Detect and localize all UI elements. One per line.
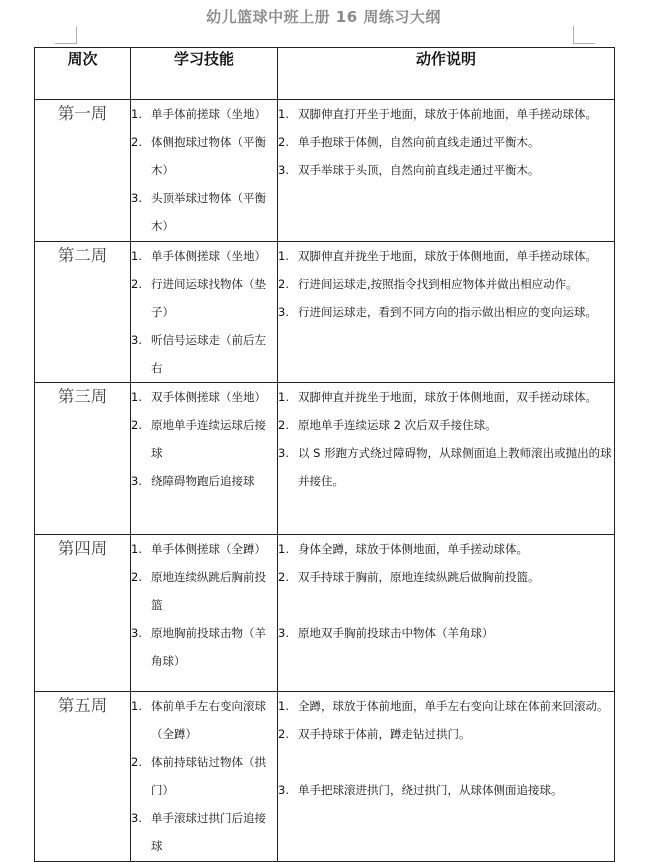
spacer (278, 591, 614, 619)
description-cell (278, 383, 615, 535)
list-item (278, 776, 614, 804)
item-number: 3. (131, 191, 142, 205)
item-text: 单手滚球过拱门后追接球 (151, 811, 266, 853)
item-text: 单手抱球于体侧，自然向前直线走通过平衡木。 (298, 135, 540, 149)
week-label: 第二周 (35, 242, 131, 383)
crop-mark-right (573, 26, 595, 44)
list-item (278, 619, 614, 647)
item-number: 1. (131, 699, 142, 713)
week-label: 第三周 (35, 383, 131, 535)
item-text: 单手体侧搓球（全蹲） (151, 542, 266, 556)
table-row (35, 535, 615, 692)
table-row (35, 692, 615, 862)
week-label: 第五周 (35, 692, 131, 862)
list-item (131, 535, 277, 563)
document-title: 幼儿篮球中班上册 16 周练习大纲 (206, 8, 441, 26)
item-text: 听信号运球走（前后左右 (151, 333, 266, 375)
description-cell (278, 242, 615, 383)
header-description: 动作说明 (278, 48, 615, 100)
item-number: 2. (278, 277, 289, 291)
item-number: 1. (131, 107, 142, 121)
list-item (131, 326, 277, 382)
item-number: 2. (278, 418, 289, 432)
list-item (278, 242, 614, 270)
item-number: 1. (278, 699, 289, 713)
item-number: 1. (278, 542, 289, 556)
list-item (131, 242, 277, 270)
list-item (131, 270, 277, 326)
item-text: 身体全蹲，球放于体侧地面，单手搓动球体。 (298, 542, 528, 556)
list-item (131, 563, 277, 619)
list-item (278, 128, 614, 156)
list-item (131, 804, 277, 860)
item-number: 3. (278, 163, 289, 177)
list-item (131, 467, 277, 495)
item-number: 1. (131, 542, 142, 556)
training-plan-table (34, 47, 615, 862)
list-item (278, 720, 614, 748)
item-number: 2. (131, 135, 142, 149)
list-item (278, 100, 614, 128)
item-text: 原地单手连续运球后接球 (151, 418, 266, 460)
spacer (278, 748, 614, 776)
item-number: 2. (131, 418, 142, 432)
list-item (131, 184, 277, 240)
skills-cell (131, 100, 278, 242)
header-row (35, 48, 615, 100)
item-number: 2. (131, 755, 142, 769)
header-week: 周次 (35, 48, 131, 100)
item-number: 2. (278, 727, 289, 741)
skills-cell (131, 242, 278, 383)
item-number: 1. (278, 390, 289, 404)
list-item (131, 411, 277, 467)
item-text: 体侧抱球过物体（平衡木） (151, 135, 266, 177)
description-cell (278, 100, 615, 242)
item-text: 体前持球钻过物体（拱门） (151, 755, 266, 797)
item-number: 3. (131, 333, 142, 347)
item-text: 双脚伸直并拢坐于地面，球放于体侧地面，双手搓动球体。 (298, 390, 597, 404)
item-text: 体前单手左右变向滚球（全蹲） (151, 699, 266, 741)
list-item (278, 411, 614, 439)
item-text: 双手持球于体前，蹲走钻过拱门。 (298, 727, 471, 741)
item-text: 双手举球于头顶，自然向前直线走通过平衡木。 (298, 163, 540, 177)
description-cell (278, 692, 615, 862)
list-item (131, 619, 277, 675)
list-item (131, 383, 277, 411)
table-row (35, 383, 615, 535)
item-number: 3. (131, 474, 142, 488)
item-text: 双手体侧搓球（坐地） (151, 390, 266, 404)
item-number: 2. (278, 570, 289, 584)
header-skills: 学习技能 (131, 48, 278, 100)
item-number: 3. (131, 811, 142, 825)
item-text: 头顶举球过物体（平衡木） (151, 191, 266, 233)
list-item (131, 100, 277, 128)
item-text: 单手体前搓球（坐地） (151, 107, 266, 121)
table-row (35, 100, 615, 242)
list-item (278, 298, 614, 326)
description-cell (278, 535, 615, 692)
item-number: 3. (278, 626, 289, 640)
item-number: 1. (278, 249, 289, 263)
list-item (278, 439, 614, 495)
list-item (131, 692, 277, 748)
list-item (278, 692, 614, 720)
item-text: 双脚伸直并拢坐于地面，球放于体侧地面，单手搓动球体。 (298, 249, 597, 263)
item-text: 原地连续纵跳后胸前投篮 (151, 570, 266, 612)
week-label: 第四周 (35, 535, 131, 692)
table-row (35, 242, 615, 383)
item-text: 行进间运球找物体（垫子） (151, 277, 266, 319)
item-text: 单手把球滚进拱门，绕过拱门，从球体侧面追接球。 (298, 783, 563, 797)
list-item (278, 383, 614, 411)
item-text: 原地胸前投球击物（羊角球） (151, 626, 266, 668)
week-label: 第一周 (35, 100, 131, 242)
item-number: 2. (131, 277, 142, 291)
item-number: 1. (131, 390, 142, 404)
list-item (131, 748, 277, 804)
item-text: 全蹲，球放于体前地面，单手左右变向让球在体前来回滚动。 (298, 699, 609, 713)
item-text: 原地双手胸前投球击中物体（羊角球） (298, 626, 494, 640)
item-text: 绕障碍物跑后追接球 (151, 474, 255, 488)
item-number: 3. (278, 783, 289, 797)
list-item (278, 270, 614, 298)
skills-cell (131, 383, 278, 535)
item-text: 行进间运球走，看到不同方向的指示做出相应的变向运球。 (298, 305, 597, 319)
skills-cell (131, 535, 278, 692)
item-number: 3. (278, 305, 289, 319)
item-number: 3. (278, 446, 289, 460)
list-item (278, 156, 614, 184)
list-item (131, 128, 277, 184)
list-item (278, 535, 614, 563)
item-number: 2. (131, 570, 142, 584)
item-number: 1. (131, 249, 142, 263)
item-text: 单手体侧搓球（坐地） (151, 249, 266, 263)
skills-cell (131, 692, 278, 862)
item-number: 3. (131, 626, 142, 640)
item-text: 原地单手连续运球 2 次后双手接住球。 (298, 418, 497, 432)
item-text: 行进间运球走,按照指令找到相应物体并做出相应动作。 (298, 277, 578, 291)
item-text: 以 S 形跑方式绕过障碍物，从球侧面追上教师滚出或抛出的球并接住。 (298, 446, 612, 488)
crop-mark-left (55, 26, 77, 44)
list-item (278, 563, 614, 591)
item-text: 双手持球于胸前，原地连续纵跳后做胸前投篮。 (298, 570, 540, 584)
item-number: 2. (278, 135, 289, 149)
item-number: 1. (278, 107, 289, 121)
item-text: 双脚伸直打开坐于地面，球放于体前地面，单手搓动球体。 (298, 107, 597, 121)
